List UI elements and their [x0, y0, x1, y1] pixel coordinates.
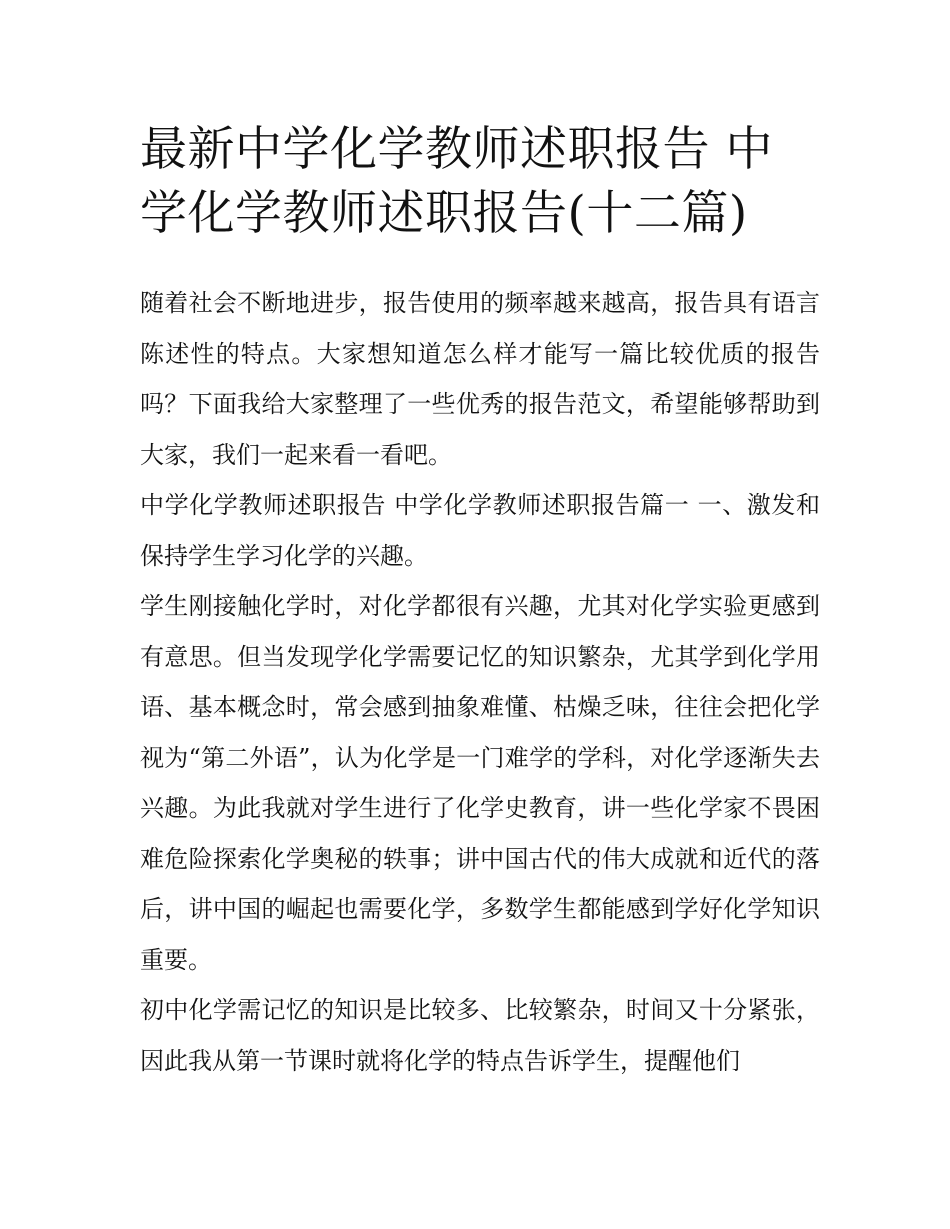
paragraph-section-heading: 中学化学教师述职报告 中学化学教师述职报告篇一 一、激发和保持学生学习化学的兴趣。 — [140, 491, 820, 570]
document-title: 最新中学化学教师述职报告 中学化学教师述职报告(十二篇) — [140, 122, 773, 241]
paragraph-interest: 学生刚接触化学时，对化学都很有兴趣，尤其对化学实验更感到有意思。但当发现学化学需要记忆的知识繁杂，尤其学到化学用语、基本概念时，常会感到抽象难懂、枯燥乏味，往往会把化学视为“第二外语”，认为化学是一门难学的学科，对化学逐渐失去兴趣。为此我就对学生进行了化学史教育，讲一些化学家不畏困难危险探索化学奥秘的轶事；讲中国古代的伟大成就和近代的落后，讲中国的崛起也需要化学，多数学生都能感到学好化学知识重要。 — [140, 592, 820, 974]
document-body — [140, 278, 820, 1086]
paragraph-intro: 随着社会不断地进步，报告使用的频率越来越高，报告具有语言陈述性的特点。大家想知道怎么样才能写一篇比较优质的报告吗？下面我给大家整理了一些优秀的报告范文，希望能够帮助到大家，我们一起来看一看吧。 — [140, 289, 820, 469]
paragraph-memory: 初中化学需记忆的知识是比较多、比较繁杂，时间又十分紧张，因此我从第一节课时就将化学的特点告诉学生，提醒他们 — [140, 996, 820, 1075]
